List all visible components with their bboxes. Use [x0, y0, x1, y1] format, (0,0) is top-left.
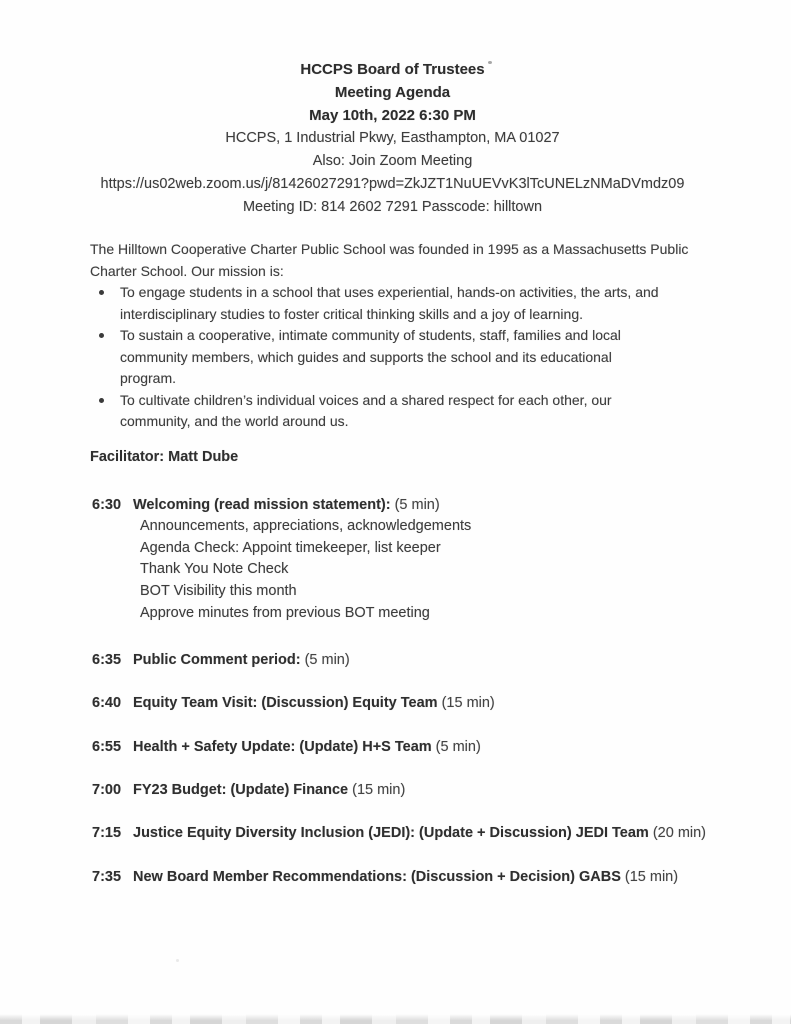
scan-artifact-band — [0, 1014, 791, 1024]
agenda-item-duration: (15 min) — [624, 869, 679, 885]
bullet-line: community members, which guides and supports the school and its educational — [120, 348, 612, 365]
mission-bullet — [90, 390, 715, 433]
agenda-item-title: Justice Equity Diversity Inclusion (JEDI): (Update + Discussion) JEDI Team — [133, 825, 649, 841]
agenda-item-time: 7:00 — [92, 782, 122, 798]
agenda-item-time: 7:15 — [92, 825, 122, 841]
agenda-item-jedi — [92, 822, 706, 844]
agenda-subitem: Announcements, appreciations, acknowledgements — [140, 518, 472, 534]
bullet-line: interdisciplinary studies to foster critical thinking skills and a joy of learning. — [120, 305, 583, 322]
agenda-item-title: Public Comment period: — [133, 652, 301, 668]
agenda-item-duration: (5 min) — [304, 652, 350, 668]
agenda-subitem: Agenda Check: Appoint timekeeper, list keeper — [140, 539, 441, 556]
meeting-location: HCCPS, 1 Industrial Pkwy, Easthampton, MA 01027 — [225, 130, 560, 146]
agenda-item-new-board-member — [92, 866, 678, 888]
bullet-line: To sustain a cooperative, intimate community of students, staff, families and local — [120, 327, 621, 343]
agenda-item-time: 6:55 — [92, 739, 122, 755]
mission-bullet — [90, 325, 715, 390]
agenda-item-time: 6:40 — [92, 695, 122, 711]
agenda-item-public-comment — [92, 649, 350, 671]
document-title: HCCPS Board of Trustees — [300, 61, 485, 78]
agenda-item-title: New Board Member Recommendations: (Discussion + Decision) GABS — [133, 869, 621, 885]
agenda-item-heading — [92, 494, 471, 516]
agenda-item-duration: (5 min) — [394, 497, 440, 513]
agenda-item-equity-team — [92, 692, 495, 714]
agenda-item-duration: (20 min) — [652, 825, 707, 841]
bullet-line: To cultivate children’s individual voices and a shared respect for each other, our — [120, 391, 612, 408]
agenda-subitem: BOT Visibility this month — [140, 583, 297, 600]
bullet-line: community, and the world around us. — [120, 413, 349, 429]
agenda-item-duration: (5 min) — [435, 739, 481, 755]
zoom-meeting-url: https://us02web.zoom.us/j/81426027291?pwd=ZkJZT1NuUEVvK3lTcUNELzNMaDVmdz09 — [100, 176, 685, 192]
document-subtitle: Meeting Agenda — [334, 84, 451, 101]
facilitator-line: Facilitator: Matt Dube — [90, 449, 239, 465]
meeting-id-passcode: Meeting ID: 814 2602 7291 Passcode: hilltown — [242, 199, 543, 215]
agenda-item-time: 6:30 — [92, 497, 122, 513]
agenda-item-title: FY23 Budget: (Update) Finance — [133, 782, 349, 798]
bullet-line: To engage students in a school that uses experiential, hands-on activities, the arts, and — [120, 284, 659, 300]
bullet-dot-icon — [99, 290, 104, 295]
agenda-item-time: 6:35 — [92, 652, 122, 668]
agenda-item-title: Equity Team Visit: (Discussion) Equity Team — [133, 695, 438, 711]
document-header — [0, 58, 785, 219]
zoom-meeting-label: Also: Join Zoom Meeting — [312, 153, 473, 169]
agenda-item-duration: (15 min) — [441, 695, 495, 711]
mission-section — [90, 239, 715, 433]
meeting-datetime: May 10th, 2022 6:30 PM — [309, 107, 476, 124]
bullet-line: program. — [120, 370, 177, 386]
scan-speck — [176, 959, 179, 962]
agenda-item-title: Health + Safety Update: (Update) H+S Team — [133, 739, 432, 755]
agenda-item-welcoming — [92, 494, 471, 625]
scan-speck — [488, 61, 492, 64]
agenda-item-time: 7:35 — [92, 869, 122, 885]
agenda-subitem: Thank You Note Check — [140, 561, 289, 578]
agenda-item-title: Welcoming (read mission statement): — [133, 497, 391, 513]
agenda-subitems — [140, 516, 471, 625]
intro-line: Charter School. Our mission is: — [90, 262, 284, 279]
agenda-item-duration: (15 min) — [352, 782, 406, 798]
mission-bullet — [90, 282, 715, 325]
agenda-item-health-safety — [92, 736, 481, 758]
agenda-item-fy23-budget — [92, 779, 405, 801]
bullet-dot-icon — [99, 333, 104, 338]
agenda-subitem: Approve minutes from previous BOT meeting — [140, 604, 430, 621]
bullet-dot-icon — [99, 398, 104, 403]
intro-line: The Hilltown Cooperative Charter Public School was founded in 1995 as a Massachusetts Public — [90, 241, 689, 257]
